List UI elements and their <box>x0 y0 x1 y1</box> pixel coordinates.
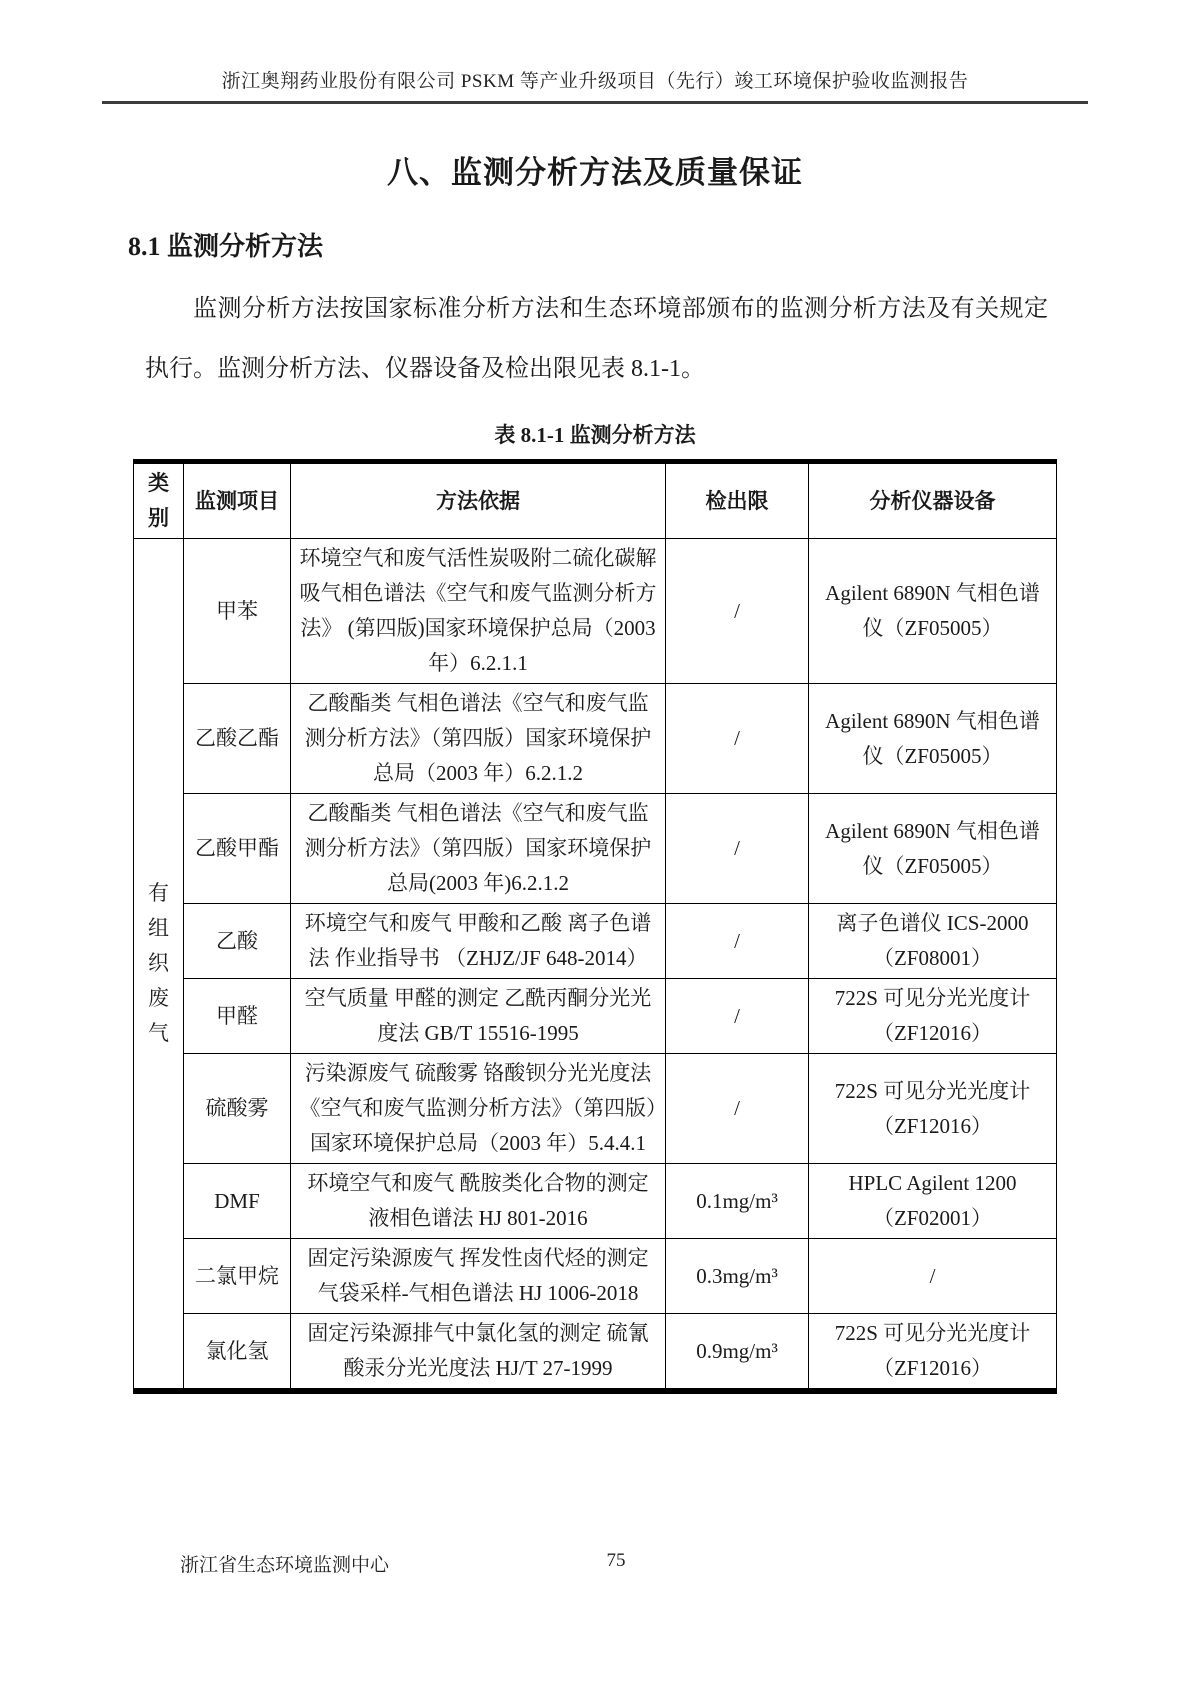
cell-monitoring-item: 氯化氢 <box>184 1314 291 1392</box>
cell-method-basis: 环境空气和废气 酰胺类化合物的测定 液相色谱法 HJ 801-2016 <box>291 1164 666 1239</box>
header-limit: 检出限 <box>666 462 809 539</box>
cell-method-basis: 环境空气和废气活性炭吸附二硫化碳解吸气相色谱法《空气和废气监测分析方法》 (第四版)国家环境保护总局（2003 年）6.2.1.1 <box>291 539 666 684</box>
cell-method-basis: 固定污染源废气 挥发性卤代烃的测定 气袋采样-气相色谱法 HJ 1006-2018 <box>291 1239 666 1314</box>
chapter-title: 八、监测分析方法及质量保证 <box>387 155 803 190</box>
cell-monitoring-item: DMF <box>184 1164 291 1239</box>
table-row <box>134 794 1057 904</box>
header-item: 监测项目 <box>184 462 291 539</box>
table-body <box>134 539 1057 1392</box>
cell-method-basis: 环境空气和废气 甲酸和乙酸 离子色谱法 作业指导书 （ZHJZ/JF 648-2014） <box>291 904 666 979</box>
page-footer <box>0 1550 1190 1580</box>
report-title: 浙江奥翔药业股份有限公司 PSKM 等产业升级项目（先行）竣工环境保护验收监测报告 <box>221 71 969 92</box>
cell-monitoring-item: 甲醛 <box>184 979 291 1054</box>
cell-instrument: 722S 可见分光光度计（ZF12016） <box>809 979 1057 1054</box>
table-row <box>134 1164 1057 1239</box>
body-paragraph: 监测分析方法按国家标准分析方法和生态环境部颁布的监测分析方法及有关规定执行。监测分析方法、仪器设备及检出限见表 8.1-1。 <box>145 296 1048 382</box>
cell-instrument: / <box>809 1239 1057 1314</box>
cell-instrument: 722S 可见分光光度计（ZF12016） <box>809 1054 1057 1164</box>
header-method: 方法依据 <box>291 462 666 539</box>
page-header <box>0 0 1190 111</box>
cell-detection-limit: 0.9mg/m³ <box>666 1314 809 1392</box>
cell-instrument: Agilent 6890N 气相色谱仪（ZF05005） <box>809 684 1057 794</box>
cell-detection-limit: 0.1mg/m³ <box>666 1164 809 1239</box>
cell-monitoring-item: 乙酸乙酯 <box>184 684 291 794</box>
page-header-rule <box>102 66 1088 104</box>
cell-monitoring-item: 硫酸雾 <box>184 1054 291 1164</box>
table-row <box>134 1054 1057 1164</box>
footer-organization: 浙江省生态环境监测中心 <box>180 1555 390 1576</box>
cell-detection-limit: / <box>666 684 809 794</box>
cell-monitoring-item: 乙酸甲酯 <box>184 794 291 904</box>
section-heading: 8.1 监测分析方法 <box>128 232 324 261</box>
cell-method-basis: 乙酸酯类 气相色谱法《空气和废气监测分析方法》（第四版）国家环境保护总局（2003 年）6.2.1.2 <box>291 684 666 794</box>
table-row <box>134 684 1057 794</box>
cell-detection-limit: / <box>666 1054 809 1164</box>
cell-method-basis: 污染源废气 硫酸雾 铬酸钡分光光度法《空气和废气监测分析方法》（第四版）国家环境保护总局（2003 年）5.4.4.1 <box>291 1054 666 1164</box>
table-row <box>134 979 1057 1054</box>
cell-monitoring-item: 甲苯 <box>184 539 291 684</box>
header-instrument: 分析仪器设备 <box>809 462 1057 539</box>
cell-detection-limit: / <box>666 794 809 904</box>
header-category: 类别 <box>134 462 184 539</box>
cell-detection-limit: / <box>666 539 809 684</box>
cell-instrument: Agilent 6890N 气相色谱仪（ZF05005） <box>809 539 1057 684</box>
cell-category: 有组织废气 <box>134 539 184 1392</box>
table-row <box>134 904 1057 979</box>
table-header-row <box>134 462 1057 539</box>
cell-method-basis: 固定污染源排气中氯化氢的测定 硫氰酸汞分光光度法 HJ/T 27-1999 <box>291 1314 666 1392</box>
cell-detection-limit: / <box>666 904 809 979</box>
cell-detection-limit: 0.3mg/m³ <box>666 1239 809 1314</box>
table-caption: 表 8.1-1 监测分析方法 <box>494 423 696 447</box>
footer-page-number: 75 <box>606 1550 626 1571</box>
cell-method-basis: 乙酸酯类 气相色谱法《空气和废气监测分析方法》（第四版）国家环境保护总局(2003 年)6.2.1.2 <box>291 794 666 904</box>
cell-instrument: Agilent 6890N 气相色谱仪（ZF05005） <box>809 794 1057 904</box>
cell-instrument: 离子色谱仪 ICS-2000（ZF08001） <box>809 904 1057 979</box>
analysis-methods-table <box>133 459 1057 1394</box>
cell-instrument: HPLC Agilent 1200（ZF02001） <box>809 1164 1057 1239</box>
cell-method-basis: 空气质量 甲醛的测定 乙酰丙酮分光光度法 GB/T 15516-1995 <box>291 979 666 1054</box>
cell-monitoring-item: 二氯甲烷 <box>184 1239 291 1314</box>
table-row <box>134 539 1057 684</box>
table-row <box>134 1314 1057 1392</box>
table-row <box>134 1239 1057 1314</box>
cell-monitoring-item: 乙酸 <box>184 904 291 979</box>
cell-detection-limit: / <box>666 979 809 1054</box>
cell-instrument: 722S 可见分光光度计（ZF12016） <box>809 1314 1057 1392</box>
